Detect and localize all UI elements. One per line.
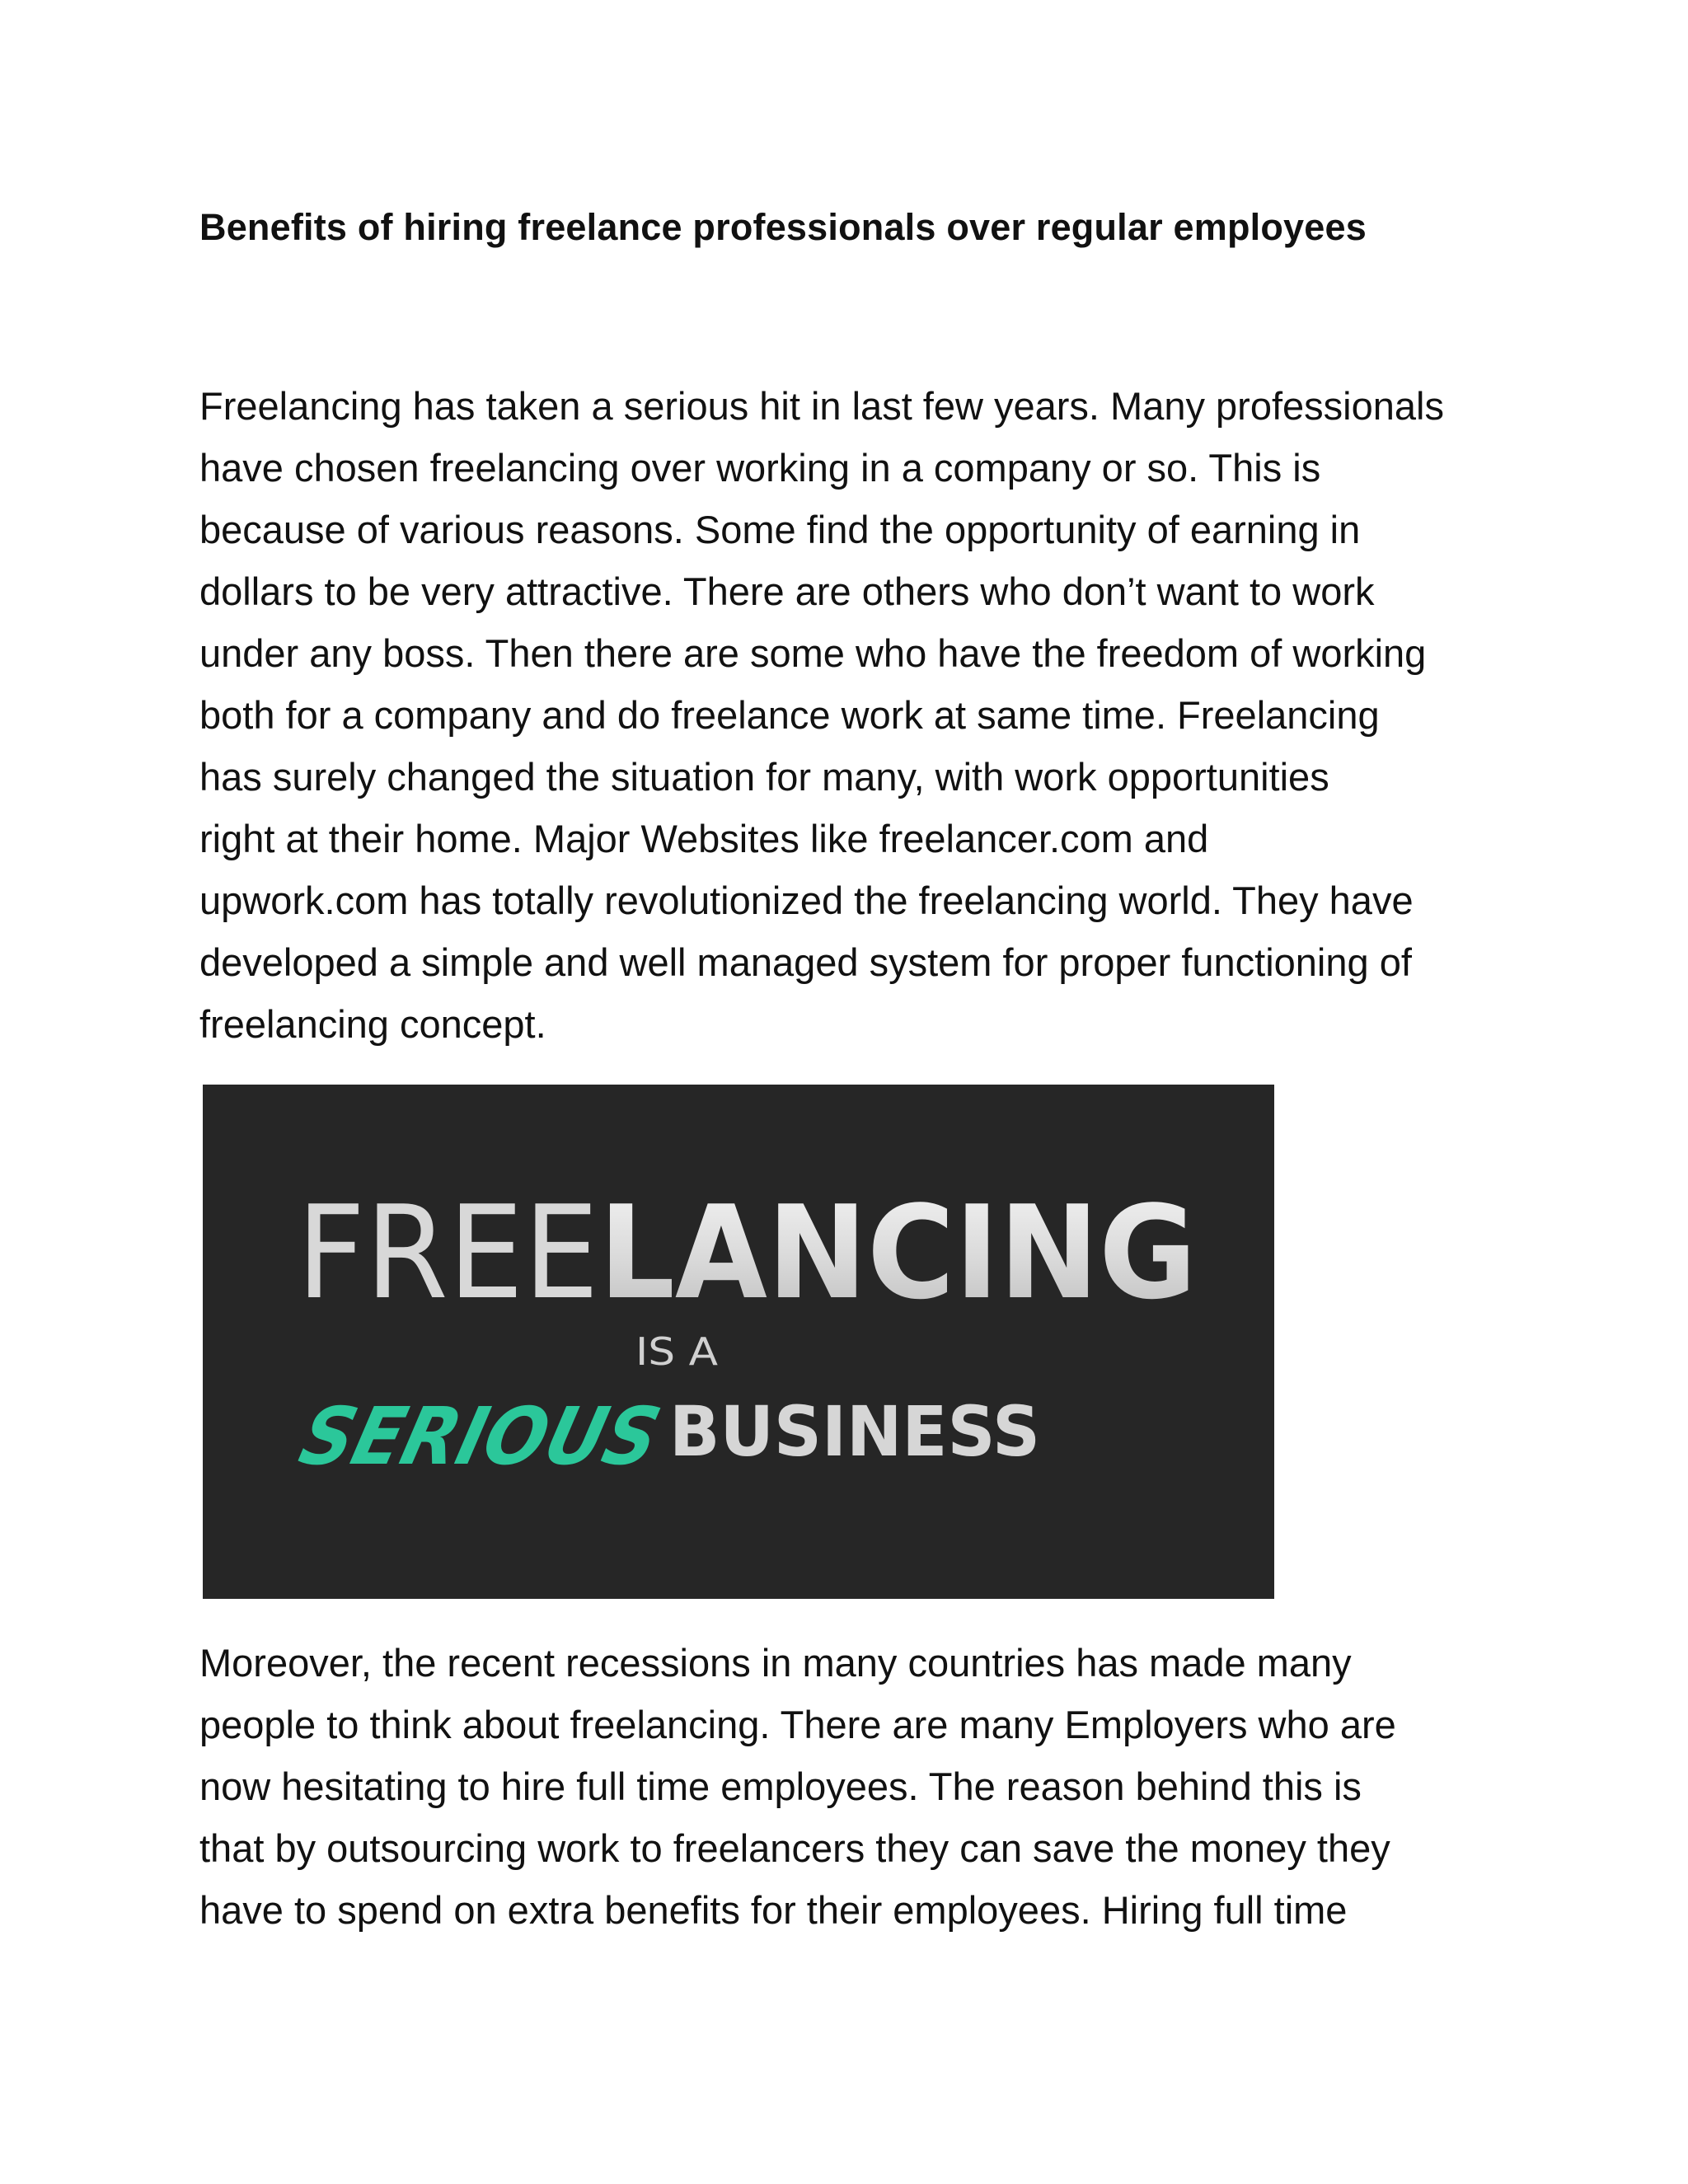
paragraph-line: have chosen freelancing over working in a company or so. This is <box>199 446 1321 490</box>
paragraph-line: developed a simple and well managed system for proper functioning of <box>199 940 1412 984</box>
paragraph-line: that by outsourcing work to freelancers they can save the money they <box>199 1826 1390 1870</box>
banner-headline <box>297 1178 1244 1328</box>
paragraph-recession <box>199 1632 1493 1941</box>
paragraph-line: people to think about freelancing. There are many Employers who are <box>199 1703 1396 1746</box>
page-title: Benefits of hiring freelance professionals over regular employees <box>199 206 1367 248</box>
paragraph-line: dollars to be very attractive. There are others who don’t want to work <box>199 569 1375 613</box>
paragraph-line: freelancing concept. <box>199 1002 546 1046</box>
banner-word-lancing: LANCING <box>598 1178 1244 1328</box>
banner-word-free: FREE <box>297 1178 623 1328</box>
banner-word-business: BUSINESS <box>669 1391 1040 1472</box>
banner-is-a: IS A <box>635 1329 719 1374</box>
paragraph-line: under any boss. Then there are some who have the freedom of working <box>199 631 1427 675</box>
paragraph-intro <box>199 375 1493 1055</box>
paragraph-line: because of various reasons. Some find the opportunity of earning in <box>199 508 1361 551</box>
paragraph-line: have to spend on extra benefits for their employees. Hiring full time <box>199 1888 1348 1932</box>
banner-word-serious: SERIOUS <box>291 1390 705 1483</box>
paragraph-line: has surely changed the situation for many, with work opportunities <box>199 755 1329 799</box>
paragraph-line: both for a company and do freelance work at same time. Freelancing <box>199 693 1380 737</box>
paragraph-line: right at their home. Major Websites like freelancer.com and <box>199 817 1209 860</box>
paragraph-line: upwork.com has totally revolutionized the freelancing world. They have <box>199 879 1414 922</box>
paragraph-line: Moreover, the recent recessions in many countries has made many <box>199 1641 1352 1685</box>
freelancing-banner-image <box>203 1085 1274 1599</box>
banner-graphic <box>203 1085 1274 1599</box>
paragraph-line: now hesitating to hire full time employees. The reason behind this is <box>199 1765 1362 1808</box>
paragraph-line: Freelancing has taken a serious hit in last few years. Many professionals <box>199 384 1444 428</box>
